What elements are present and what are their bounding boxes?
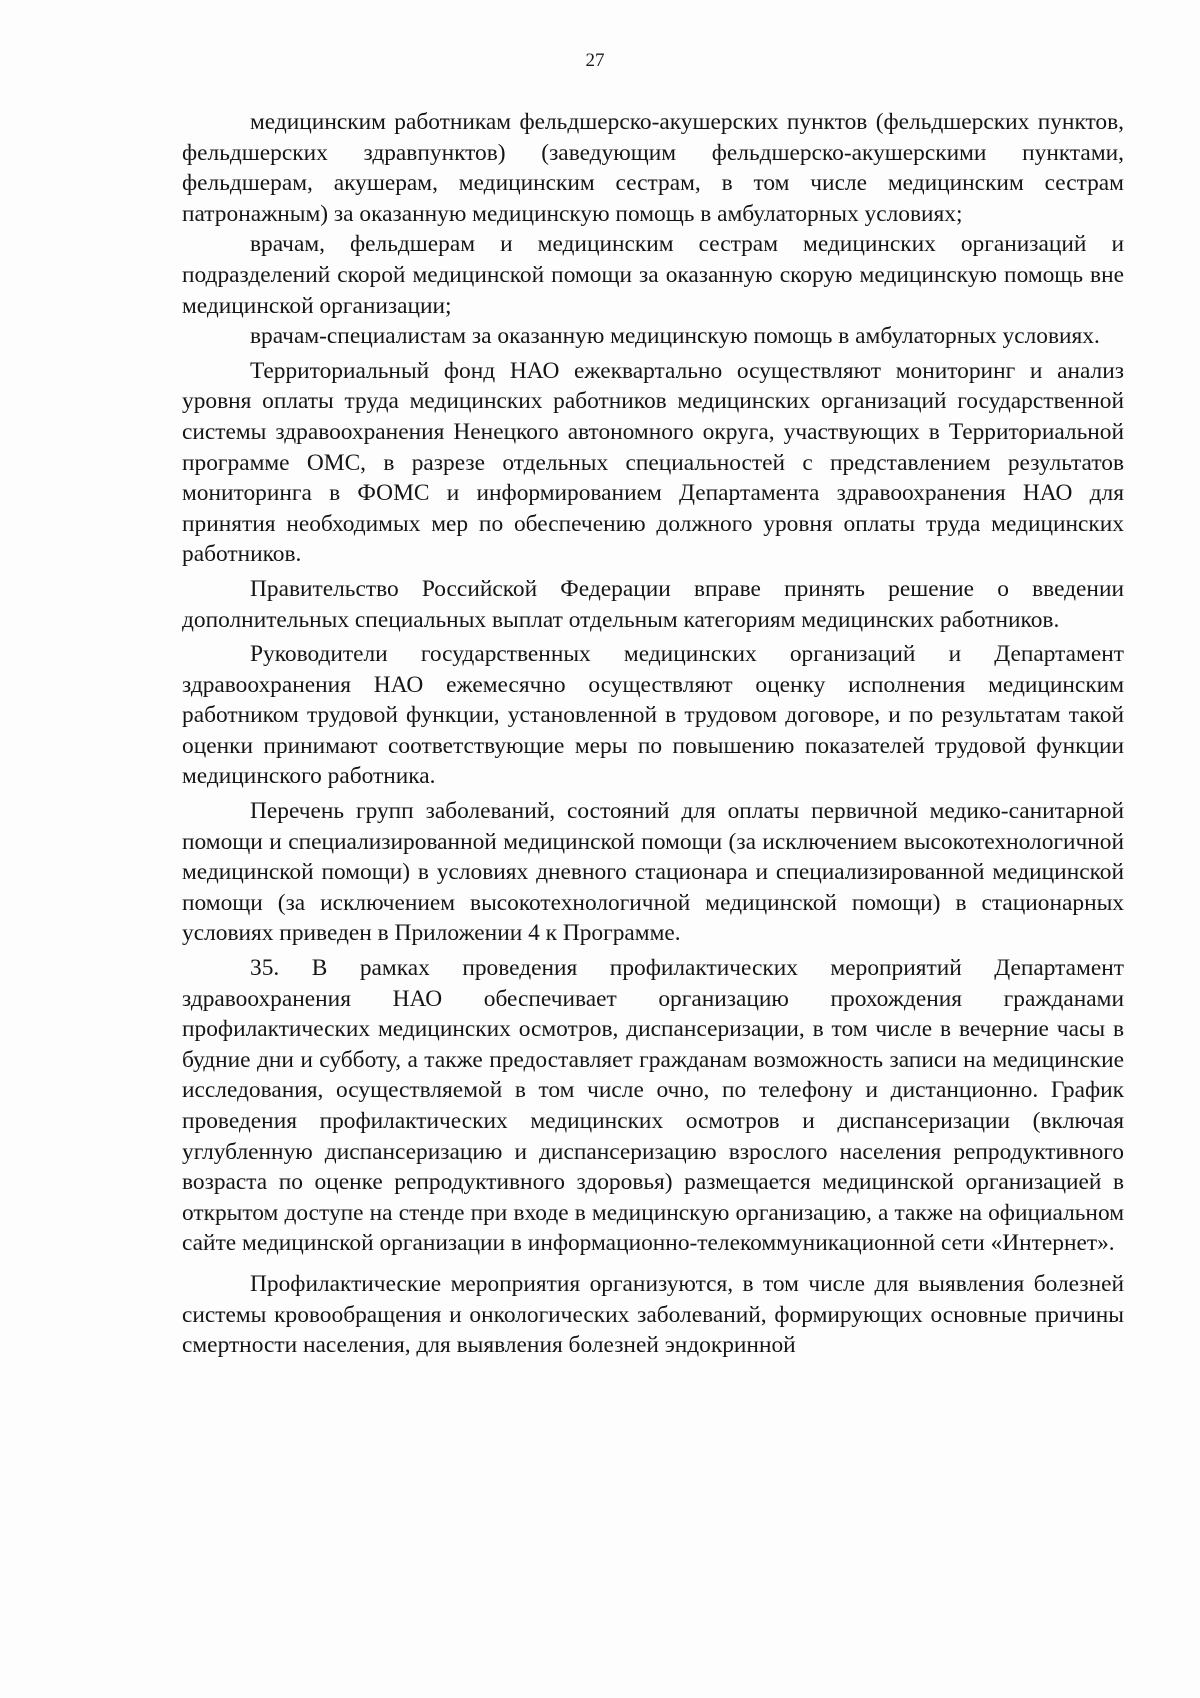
paragraph-disease-groups-list: Перечень групп заболеваний, состояний для оплаты первичной медико-санитарной помощи и специализированной медицинской помощи (за исключением высокотехнологичной медицинской помощи) в условиях дневного стационара и специализированной медицинской помощи (за исключением высокотехнологичной медицинской помощи) в стационарных условиях приведен в Приложении 4 к Программе.	[182, 798, 1124, 947]
paragraph-performance-evaluation: Руководители государственных медицинских организаций и Департамент здравоохранения НАО ежемесячно осуществляют оценку исполнения медицинским работником трудовой функции, установленной в трудовом договоре, и по результатам такой оценки принимают соответствующие меры по повышению показателей трудовой функции медицинского работника.	[182, 641, 1124, 790]
paragraph-section-35: 35. В рамках проведения профилактических мероприятий Департамент здравоохранения НАО обеспечивает организацию прохождения гражданами профилактических медицинских осмотров, диспансеризации, в том числе в вечерние часы в будние дни и субботу, а также предоставляет гражданам возможность записи на медицинские исследования, осуществляемой в том числе очно, по телефону и дистанционно. График проведения профилактических медицинских осмотров и диспансеризации (включая углубленную диспансеризацию и диспансеризацию взрослого населения репродуктивного возраста по оценке репродуктивного здоровья) размещается медицинской организацией в открытом доступе на стенде при входе в медицинскую организацию, а также на официальном сайте медицинской организации в информационно-телекоммуникационной сети «Интернет».	[182, 955, 1124, 1257]
paragraph-feldsher-staff: медицинским работникам фельдшерско-акушерских пунктов (фельдшерских пунктов, фельдшерских здравпунктов) (заведующим фельдшерско-акушерскими пунктами, фельдшерам, акушерам, медицинским сестрам, в том числе медицинским сестрам патронажным) за оказанную медицинскую помощь в амбулаторных условиях;	[182, 109, 1124, 227]
paragraph-salary-monitoring: Территориальный фонд НАО ежеквартально осуществляют мониторинг и анализ уровня оплаты труда медицинских работников медицинских организаций государственной системы здравоохранения Ненецкого автономного округа, участвующих в Территориальной программе ОМС, в разрезе отдельных специальностей с представлением результатов мониторинга в ФОМС и информированием Департамента здравоохранения НАО для принятия необходимых мер по обеспечению должного уровня оплаты труда медицинских работников.	[182, 357, 1124, 568]
paragraph-specialists: врачам-специалистам за оказанную медицинскую помощь в амбулаторных условиях.	[250, 323, 1100, 350]
paragraph-emergency-staff: врачам, фельдшерам и медицинским сестрам медицинских организаций и подразделений скорой медицинской помощи за оказанную скорую медицинскую помощь вне медицинской организации;	[182, 231, 1124, 319]
page-number: 27	[585, 50, 605, 71]
paragraph-government-payments: Правительство Российской Федерации вправе принять решение о введении дополнительных специальных выплат отдельным категориям медицинских работников.	[182, 575, 1124, 633]
document-body	[182, 107, 1124, 1361]
paragraph-preventive-measures: Профилактические мероприятия организуются, в том числе для выявления болезней системы кровообращения и онкологических заболеваний, формирующих основные причины смертности населения, для выявления болезней эндокринной	[182, 1270, 1124, 1359]
